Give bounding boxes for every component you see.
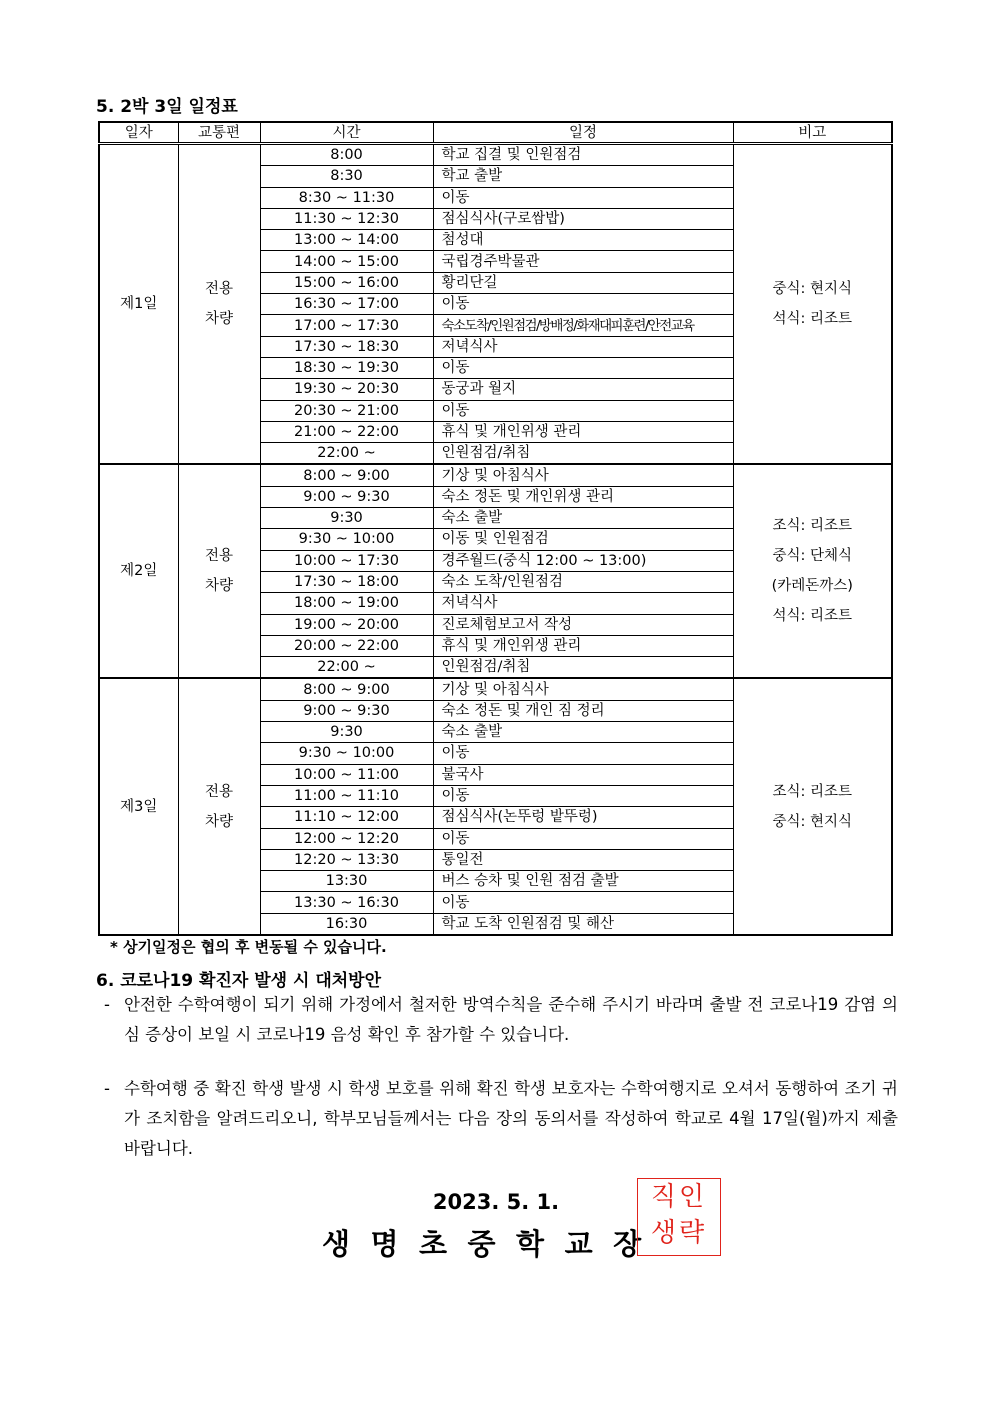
activity-cell: 숙소 정돈 및 개인위생 관리 bbox=[433, 486, 733, 507]
meal-note: 석식: 리조트 bbox=[772, 608, 853, 625]
time-cell: 15:00 ~ 16:00 bbox=[260, 272, 433, 293]
schedule-table bbox=[98, 121, 893, 936]
signer-name: 생명초중학교장 bbox=[322, 1227, 662, 1261]
time-cell: 22:00 ~ bbox=[260, 657, 433, 679]
time-cell: 10:00 ~ 11:00 bbox=[260, 764, 433, 785]
section-6-title: 6. 코로나19 확진자 발생 시 대처방안 bbox=[96, 971, 382, 991]
activity-cell: 숙소도착/인원점검/방배정/화재대피훈련/안전교육 bbox=[433, 315, 733, 336]
activity-cell: 진로체험보고서 작성 bbox=[433, 614, 733, 635]
time-cell: 12:20 ~ 13:30 bbox=[260, 849, 433, 870]
activity-cell: 학교 집결 및 인원점검 bbox=[433, 144, 733, 166]
time-cell: 17:30 ~ 18:00 bbox=[260, 571, 433, 592]
time-cell: 17:30 ~ 18:30 bbox=[260, 336, 433, 357]
transport-line: 전용 bbox=[204, 783, 233, 800]
activity-cell: 인원점검/취침 bbox=[433, 443, 733, 465]
activity-cell: 경주월드(중식 12:00 ~ 13:00) bbox=[433, 550, 733, 571]
activity-cell: 이동 bbox=[433, 294, 733, 315]
header-transport: 교통편 bbox=[178, 122, 260, 144]
transport-line: 차량 bbox=[204, 578, 233, 595]
activity-cell: 점심식사(구로쌈밥) bbox=[433, 208, 733, 229]
activity-cell: 이동 bbox=[433, 743, 733, 764]
activity-cell: 학교 출발 bbox=[433, 166, 733, 187]
activity-cell: 동궁과 월지 bbox=[433, 379, 733, 400]
activity-cell: 저녁식사 bbox=[433, 593, 733, 614]
transport-line: 차량 bbox=[204, 813, 233, 830]
schedule-body bbox=[99, 144, 892, 935]
activity-cell: 휴식 및 개인위생 관리 bbox=[433, 421, 733, 442]
header-time: 시간 bbox=[260, 122, 433, 144]
time-cell: 8:00 bbox=[260, 144, 433, 166]
time-cell: 19:00 ~ 20:00 bbox=[260, 614, 433, 635]
schedule-change-note: * 상기일정은 협의 후 변동될 수 있습니다. bbox=[110, 938, 387, 956]
transport-cell bbox=[178, 678, 260, 935]
activity-cell: 이동 및 인원점검 bbox=[433, 529, 733, 550]
header-remarks: 비고 bbox=[733, 122, 892, 144]
time-cell: 9:30 bbox=[260, 722, 433, 743]
activity-cell: 이동 bbox=[433, 785, 733, 806]
time-cell: 11:30 ~ 12:30 bbox=[260, 208, 433, 229]
activity-cell: 학교 도착 인원점검 및 해산 bbox=[433, 913, 733, 935]
table-row bbox=[99, 678, 892, 700]
section-5-title: 5. 2박 3일 일정표 bbox=[96, 97, 238, 117]
time-cell: 16:30 bbox=[260, 913, 433, 935]
time-cell: 17:00 ~ 17:30 bbox=[260, 315, 433, 336]
transport-line: 전용 bbox=[204, 548, 233, 565]
meal-note: 조식: 리조트 bbox=[772, 518, 853, 535]
meal-notes-cell bbox=[733, 678, 892, 935]
time-cell: 16:30 ~ 17:00 bbox=[260, 294, 433, 315]
meal-note: 조식: 리조트 bbox=[772, 783, 853, 800]
activity-cell: 통일전 bbox=[433, 849, 733, 870]
bullet-text: 수학여행 중 확진 학생 발생 시 학생 보호를 위해 확진 학생 보호자는 수학여행지로 오셔서 동행하여 조기 귀가 조치함을 알려드리오니, 학부모님들께서는 다음 장의 동의서를 작성하여 학교로 4월 17일(월)까지 제출 바랍니다. bbox=[124, 1079, 898, 1158]
time-cell: 9:00 ~ 9:30 bbox=[260, 486, 433, 507]
activity-cell: 숙소 출발 bbox=[433, 722, 733, 743]
bullet-item bbox=[100, 1074, 898, 1164]
time-cell: 8:00 ~ 9:00 bbox=[260, 678, 433, 700]
activity-cell: 저녁식사 bbox=[433, 336, 733, 357]
time-cell: 9:30 ~ 10:00 bbox=[260, 529, 433, 550]
time-cell: 8:00 ~ 9:00 bbox=[260, 464, 433, 486]
seal-line-2: 생략 bbox=[650, 1218, 708, 1248]
meal-notes-cell bbox=[733, 144, 892, 465]
time-cell: 8:30 bbox=[260, 166, 433, 187]
activity-cell: 이동 bbox=[433, 400, 733, 421]
activity-cell: 버스 승차 및 인원 점검 출발 bbox=[433, 871, 733, 892]
activity-cell: 첨성대 bbox=[433, 230, 733, 251]
activity-cell: 숙소 출발 bbox=[433, 508, 733, 529]
transport-cell bbox=[178, 464, 260, 678]
time-cell: 12:00 ~ 12:20 bbox=[260, 828, 433, 849]
time-cell: 18:00 ~ 19:00 bbox=[260, 593, 433, 614]
activity-cell: 인원점검/취침 bbox=[433, 657, 733, 679]
day-label: 제2일 bbox=[99, 464, 178, 678]
activity-cell: 이동 bbox=[433, 187, 733, 208]
time-cell: 20:30 ~ 21:00 bbox=[260, 400, 433, 421]
activity-cell: 국립경주박물관 bbox=[433, 251, 733, 272]
time-cell: 9:30 bbox=[260, 508, 433, 529]
activity-cell: 휴식 및 개인위생 관리 bbox=[433, 635, 733, 656]
bullet-text: 안전한 수학여행이 되기 위해 가정에서 철저한 방역수칙을 준수해 주시기 바라며 출발 전 코로나19 감염 의심 증상이 보일 시 코로나19 음성 확인 후 참가할 수 있습니다. bbox=[124, 995, 898, 1044]
seal-line-1: 직인 bbox=[650, 1182, 708, 1212]
time-cell: 10:00 ~ 17:30 bbox=[260, 550, 433, 571]
table-row bbox=[99, 144, 892, 166]
bullet-dash: - bbox=[104, 995, 110, 1014]
time-cell: 11:00 ~ 11:10 bbox=[260, 785, 433, 806]
activity-cell: 이동 bbox=[433, 892, 733, 913]
time-cell: 21:00 ~ 22:00 bbox=[260, 421, 433, 442]
day-label: 제1일 bbox=[99, 144, 178, 465]
time-cell: 9:30 ~ 10:00 bbox=[260, 743, 433, 764]
activity-cell: 점심식사(논뚜렁 밭뚜렁) bbox=[433, 807, 733, 828]
transport-cell bbox=[178, 144, 260, 465]
header-day: 일자 bbox=[99, 122, 178, 144]
activity-cell: 불국사 bbox=[433, 764, 733, 785]
meal-note: 중식: 현지식 bbox=[772, 813, 853, 830]
time-cell: 11:10 ~ 12:00 bbox=[260, 807, 433, 828]
bullet-item bbox=[100, 990, 898, 1050]
meal-note: 석식: 리조트 bbox=[772, 311, 853, 328]
table-row bbox=[99, 464, 892, 486]
time-cell: 13:30 ~ 16:30 bbox=[260, 892, 433, 913]
transport-line: 차량 bbox=[204, 311, 233, 328]
activity-cell: 이동 bbox=[433, 828, 733, 849]
time-cell: 13:00 ~ 14:00 bbox=[260, 230, 433, 251]
bullet-dash: - bbox=[104, 1079, 110, 1098]
time-cell: 20:00 ~ 22:00 bbox=[260, 635, 433, 656]
activity-cell: 기상 및 아침식사 bbox=[433, 678, 733, 700]
activity-cell: 기상 및 아침식사 bbox=[433, 464, 733, 486]
activity-cell: 이동 bbox=[433, 357, 733, 378]
time-cell: 14:00 ~ 15:00 bbox=[260, 251, 433, 272]
activity-cell: 황리단길 bbox=[433, 272, 733, 293]
meal-note: 중식: 단체식 bbox=[772, 548, 853, 565]
time-cell: 22:00 ~ bbox=[260, 443, 433, 465]
time-cell: 19:30 ~ 20:30 bbox=[260, 379, 433, 400]
day-label: 제3일 bbox=[99, 678, 178, 935]
meal-note: (카레돈까스) bbox=[771, 578, 853, 595]
table-header-row bbox=[99, 122, 892, 144]
transport-line: 전용 bbox=[204, 281, 233, 298]
meal-note: 중식: 현지식 bbox=[772, 281, 853, 298]
activity-cell: 숙소 정돈 및 개인 짐 정리 bbox=[433, 700, 733, 721]
time-cell: 18:30 ~ 19:30 bbox=[260, 357, 433, 378]
header-schedule: 일정 bbox=[433, 122, 733, 144]
official-seal-stamp bbox=[637, 1178, 721, 1256]
time-cell: 9:00 ~ 9:30 bbox=[260, 700, 433, 721]
meal-notes-cell bbox=[733, 464, 892, 678]
time-cell: 13:30 bbox=[260, 871, 433, 892]
time-cell: 8:30 ~ 11:30 bbox=[260, 187, 433, 208]
issue-date: 2023. 5. 1. bbox=[432, 1190, 560, 1214]
activity-cell: 숙소 도착/인원점검 bbox=[433, 571, 733, 592]
